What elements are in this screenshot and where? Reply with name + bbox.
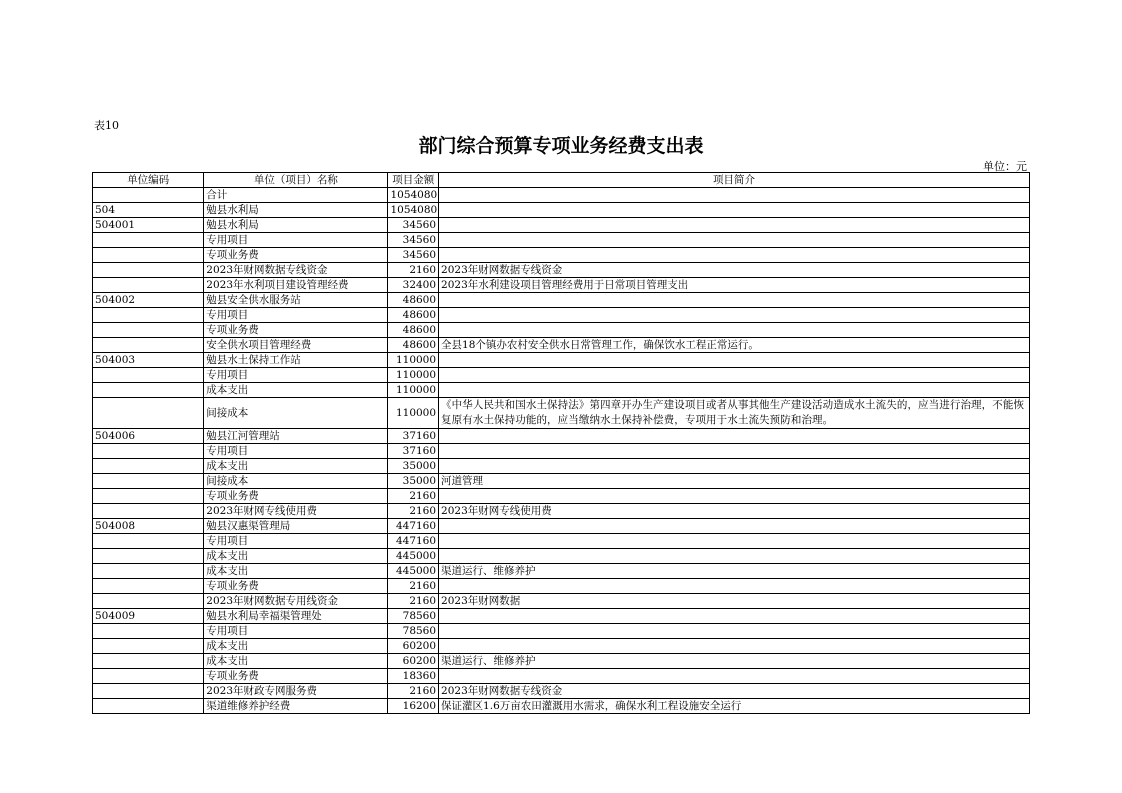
unit-code-cell bbox=[93, 654, 204, 669]
unit-code-cell bbox=[93, 248, 204, 263]
table-row bbox=[93, 579, 1030, 594]
column-header-amount: 项目金额 bbox=[388, 173, 439, 188]
unit-name-cell: 间接成本 bbox=[204, 474, 388, 489]
table-row bbox=[93, 383, 1030, 398]
table-row bbox=[93, 308, 1030, 323]
table-row bbox=[93, 444, 1030, 459]
table-row bbox=[93, 699, 1030, 714]
unit-code-cell bbox=[93, 534, 204, 549]
unit-name-cell: 专项业务费 bbox=[204, 579, 388, 594]
unit-code-cell: 504002 bbox=[93, 293, 204, 308]
table-row bbox=[93, 639, 1030, 654]
unit-code-cell bbox=[93, 669, 204, 684]
unit-code-cell bbox=[93, 338, 204, 353]
table-row bbox=[93, 459, 1030, 474]
description-cell bbox=[439, 609, 1030, 624]
description-cell bbox=[439, 203, 1030, 218]
unit-code-cell bbox=[93, 699, 204, 714]
description-cell: 2023年财网数据 bbox=[439, 594, 1030, 609]
column-header-code: 单位编码 bbox=[93, 173, 204, 188]
table-row bbox=[93, 684, 1030, 699]
column-header-description: 项目简介 bbox=[439, 173, 1030, 188]
unit-name-cell: 勉县汉惠渠管理局 bbox=[204, 519, 388, 534]
description-cell: 保证灌区1.6万亩农田灌溉用水需求，确保水利工程设施安全运行 bbox=[439, 699, 1030, 714]
unit-name-cell: 2023年财网专线使用费 bbox=[204, 504, 388, 519]
description-cell bbox=[439, 459, 1030, 474]
table-row bbox=[93, 398, 1030, 429]
description-cell bbox=[439, 534, 1030, 549]
unit-name-cell: 勉县江河管理站 bbox=[204, 429, 388, 444]
unit-code-cell bbox=[93, 233, 204, 248]
table-row bbox=[93, 338, 1030, 353]
amount-cell: 2160 bbox=[388, 684, 439, 699]
description-cell bbox=[439, 368, 1030, 383]
table-row bbox=[93, 489, 1030, 504]
amount-cell: 34560 bbox=[388, 248, 439, 263]
unit-code-cell bbox=[93, 278, 204, 293]
description-cell bbox=[439, 248, 1030, 263]
unit-code-cell bbox=[93, 308, 204, 323]
table-row bbox=[93, 278, 1030, 293]
amount-cell: 445000 bbox=[388, 549, 439, 564]
description-cell bbox=[439, 308, 1030, 323]
unit-code-cell: 504008 bbox=[93, 519, 204, 534]
amount-cell: 48600 bbox=[388, 323, 439, 338]
description-cell bbox=[439, 489, 1030, 504]
amount-cell: 1054080 bbox=[388, 203, 439, 218]
description-cell bbox=[439, 669, 1030, 684]
table-row bbox=[93, 353, 1030, 368]
unit-code-cell bbox=[93, 459, 204, 474]
unit-code-cell: 504009 bbox=[93, 609, 204, 624]
unit-code-cell: 504 bbox=[93, 203, 204, 218]
table-row bbox=[93, 654, 1030, 669]
unit-code-cell bbox=[93, 489, 204, 504]
unit-name-cell: 2023年财网数据专用线资金 bbox=[204, 594, 388, 609]
description-cell: 渠道运行、维修养护 bbox=[439, 654, 1030, 669]
unit-code-cell bbox=[93, 549, 204, 564]
unit-code-cell: 504006 bbox=[93, 429, 204, 444]
unit-code-cell bbox=[93, 398, 204, 429]
unit-code-cell bbox=[93, 504, 204, 519]
table-row bbox=[93, 218, 1030, 233]
amount-cell: 60200 bbox=[388, 639, 439, 654]
amount-cell: 2160 bbox=[388, 489, 439, 504]
unit-name-cell: 渠道维修养护经费 bbox=[204, 699, 388, 714]
description-cell bbox=[439, 624, 1030, 639]
unit-code-cell bbox=[93, 564, 204, 579]
unit-code-cell bbox=[93, 639, 204, 654]
amount-cell: 34560 bbox=[388, 218, 439, 233]
unit-code-cell bbox=[93, 188, 204, 203]
table-row bbox=[93, 534, 1030, 549]
description-cell bbox=[439, 639, 1030, 654]
table-row bbox=[93, 188, 1030, 203]
description-cell: 2023年财网数据专线资金 bbox=[439, 684, 1030, 699]
unit-code-cell bbox=[93, 579, 204, 594]
unit-name-cell: 2023年水利项目建设管理经费 bbox=[204, 278, 388, 293]
amount-cell: 2160 bbox=[388, 579, 439, 594]
unit-name-cell: 合计 bbox=[204, 188, 388, 203]
amount-cell: 78560 bbox=[388, 609, 439, 624]
amount-cell: 16200 bbox=[388, 699, 439, 714]
unit-name-cell: 专用项目 bbox=[204, 308, 388, 323]
description-cell bbox=[439, 549, 1030, 564]
table-header-row bbox=[93, 173, 1030, 188]
description-cell bbox=[439, 323, 1030, 338]
amount-cell: 48600 bbox=[388, 338, 439, 353]
unit-name-cell: 成本支出 bbox=[204, 383, 388, 398]
table-row bbox=[93, 519, 1030, 534]
description-cell: 渠道运行、维修养护 bbox=[439, 564, 1030, 579]
description-cell bbox=[439, 444, 1030, 459]
amount-cell: 48600 bbox=[388, 308, 439, 323]
column-header-name: 单位（项目）名称 bbox=[204, 173, 388, 188]
description-cell bbox=[439, 429, 1030, 444]
table-row bbox=[93, 474, 1030, 489]
amount-cell: 110000 bbox=[388, 398, 439, 429]
unit-code-cell bbox=[93, 383, 204, 398]
description-cell: 2023年水利建设项目管理经费用于日常项目管理支出 bbox=[439, 278, 1030, 293]
unit-code-cell bbox=[93, 474, 204, 489]
amount-cell: 1054080 bbox=[388, 188, 439, 203]
unit-name-cell: 专用项目 bbox=[204, 444, 388, 459]
description-cell bbox=[439, 353, 1030, 368]
table-row bbox=[93, 594, 1030, 609]
unit-name-cell: 专项业务费 bbox=[204, 489, 388, 504]
unit-name-cell: 勉县水土保持工作站 bbox=[204, 353, 388, 368]
amount-cell: 447160 bbox=[388, 519, 439, 534]
table-row bbox=[93, 293, 1030, 308]
unit-name-cell: 成本支出 bbox=[204, 459, 388, 474]
unit-code-cell bbox=[93, 323, 204, 338]
unit-name-cell: 专项业务费 bbox=[204, 669, 388, 684]
description-cell bbox=[439, 218, 1030, 233]
description-cell bbox=[439, 233, 1030, 248]
unit-name-cell: 专用项目 bbox=[204, 233, 388, 248]
unit-name-cell: 2023年财政专网服务费 bbox=[204, 684, 388, 699]
unit-name-cell: 勉县水利局幸福渠管理处 bbox=[204, 609, 388, 624]
unit-name-cell: 勉县安全供水服务站 bbox=[204, 293, 388, 308]
unit-name-cell: 专用项目 bbox=[204, 368, 388, 383]
amount-cell: 110000 bbox=[388, 353, 439, 368]
table-row bbox=[93, 263, 1030, 278]
description-cell bbox=[439, 579, 1030, 594]
description-cell: 《中华人民共和国水土保持法》第四章开办生产建设项目或者从事其他生产建设活动造成水土流失的，应当进行治理，不能恢复原有水土保持功能的，应当缴纳水土保持补偿费，专项用于水土流失预防和治理。 bbox=[439, 398, 1030, 429]
table-row bbox=[93, 504, 1030, 519]
unit-code-cell bbox=[93, 684, 204, 699]
unit-name-cell: 专用项目 bbox=[204, 534, 388, 549]
budget-table bbox=[92, 172, 1030, 714]
unit-code-cell: 504001 bbox=[93, 218, 204, 233]
unit-name-cell: 成本支出 bbox=[204, 639, 388, 654]
unit-code-cell bbox=[93, 263, 204, 278]
description-cell: 全县18个镇办农村安全供水日常管理工作，确保饮水工程正常运行。 bbox=[439, 338, 1030, 353]
unit-code-cell bbox=[93, 444, 204, 459]
table-row bbox=[93, 233, 1030, 248]
amount-cell: 48600 bbox=[388, 293, 439, 308]
unit-code-cell: 504003 bbox=[93, 353, 204, 368]
unit-name-cell: 专用项目 bbox=[204, 624, 388, 639]
table-row bbox=[93, 564, 1030, 579]
table-row bbox=[93, 248, 1030, 263]
table-row bbox=[93, 669, 1030, 684]
amount-cell: 37160 bbox=[388, 444, 439, 459]
amount-cell: 2160 bbox=[388, 263, 439, 278]
description-cell bbox=[439, 293, 1030, 308]
table-row bbox=[93, 323, 1030, 338]
description-cell: 2023年财网专线使用费 bbox=[439, 504, 1030, 519]
amount-cell: 32400 bbox=[388, 278, 439, 293]
description-cell bbox=[439, 383, 1030, 398]
amount-cell: 18360 bbox=[388, 669, 439, 684]
amount-cell: 78560 bbox=[388, 624, 439, 639]
unit-name-cell: 成本支出 bbox=[204, 564, 388, 579]
amount-cell: 2160 bbox=[388, 594, 439, 609]
amount-cell: 445000 bbox=[388, 564, 439, 579]
description-cell: 2023年财网数据专线资金 bbox=[439, 263, 1030, 278]
table-code: 表10 bbox=[94, 119, 119, 132]
unit-name-cell: 勉县水利局 bbox=[204, 218, 388, 233]
amount-cell: 35000 bbox=[388, 459, 439, 474]
unit-name-cell: 2023年财网数据专线资金 bbox=[204, 263, 388, 278]
page-title: 部门综合预算专项业务经费支出表 bbox=[418, 135, 704, 157]
description-cell bbox=[439, 188, 1030, 203]
table-body bbox=[93, 188, 1030, 714]
unit-code-cell bbox=[93, 368, 204, 383]
unit-name-cell: 专项业务费 bbox=[204, 323, 388, 338]
table-row bbox=[93, 549, 1030, 564]
unit-name-cell: 安全供水项目管理经费 bbox=[204, 338, 388, 353]
unit-name-cell: 成本支出 bbox=[204, 654, 388, 669]
description-cell: 河道管理 bbox=[439, 474, 1030, 489]
amount-cell: 60200 bbox=[388, 654, 439, 669]
table-row bbox=[93, 368, 1030, 383]
table-row bbox=[93, 624, 1030, 639]
amount-cell: 37160 bbox=[388, 429, 439, 444]
amount-cell: 110000 bbox=[388, 368, 439, 383]
unit-name-cell: 成本支出 bbox=[204, 549, 388, 564]
amount-cell: 35000 bbox=[388, 474, 439, 489]
amount-cell: 110000 bbox=[388, 383, 439, 398]
table-row bbox=[93, 609, 1030, 624]
unit-code-cell bbox=[93, 624, 204, 639]
unit-name-cell: 间接成本 bbox=[204, 398, 388, 429]
table-row bbox=[93, 203, 1030, 218]
amount-cell: 34560 bbox=[388, 233, 439, 248]
unit-name-cell: 专项业务费 bbox=[204, 248, 388, 263]
unit-name-cell: 勉县水利局 bbox=[204, 203, 388, 218]
description-cell bbox=[439, 519, 1030, 534]
amount-cell: 447160 bbox=[388, 534, 439, 549]
table-row bbox=[93, 429, 1030, 444]
unit-code-cell bbox=[93, 594, 204, 609]
unit-label: 单位：元 bbox=[983, 160, 1027, 173]
amount-cell: 2160 bbox=[388, 504, 439, 519]
